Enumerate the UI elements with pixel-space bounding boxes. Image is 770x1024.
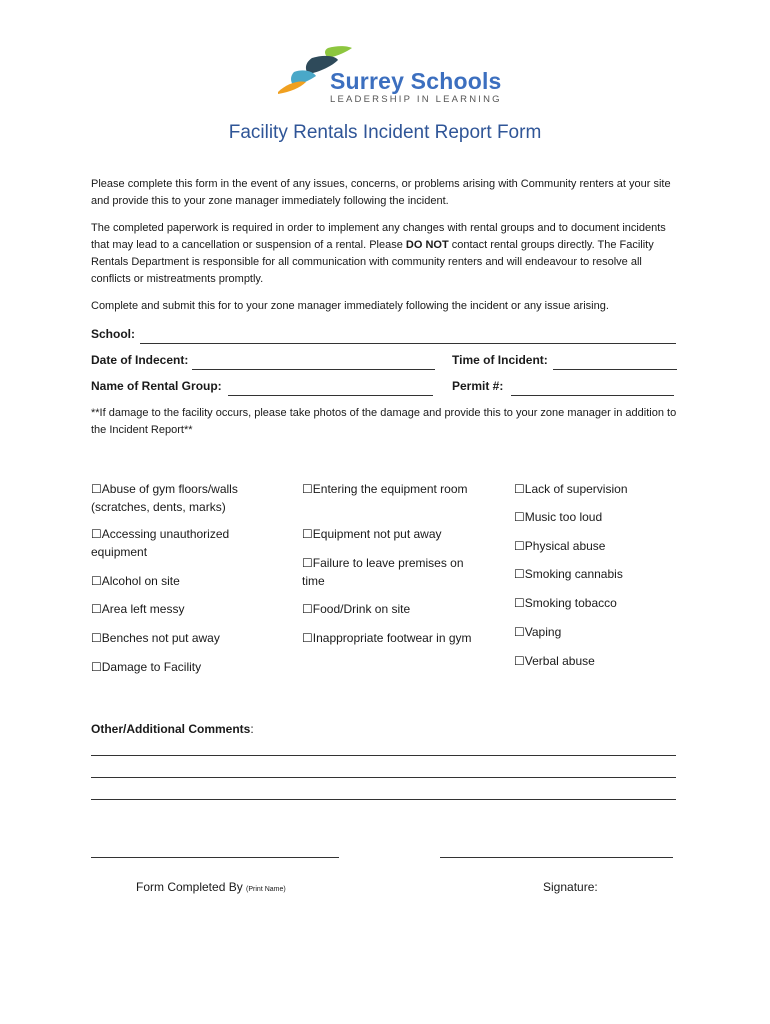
signature-line[interactable]: [440, 857, 673, 858]
rental-group-label: Name of Rental Group:: [91, 379, 222, 393]
checkbox-label: Abuse of gym floors/walls (scratches, dents, marks): [91, 482, 238, 514]
checkbox-label: Area left messy: [101, 602, 185, 616]
print-name-label-text: Form Completed By: [136, 880, 243, 894]
checkbox-label: Verbal abuse: [524, 654, 595, 668]
comment-line-3[interactable]: [91, 799, 676, 800]
time-field: [452, 353, 548, 367]
print-name-label: [136, 880, 286, 894]
checkbox-equipment-not-put-away[interactable]: [302, 525, 477, 543]
checkbox-label: Failure to leave premises on time: [302, 556, 464, 588]
comment-line-1[interactable]: [91, 755, 676, 756]
checkbox-label: Entering the equipment room: [312, 482, 468, 496]
checkbox-verbal-abuse[interactable]: [514, 652, 689, 670]
school-field: [91, 327, 135, 341]
damage-note: **If damage to the facility occurs, please take photos of the damage and provide this to your zone manager in addition to the Incident Report**: [91, 407, 677, 436]
intro-paragraph-2: [91, 220, 681, 288]
intro-paragraph-2-end: contact rental groups directly. The Facility Rentals Department is responsible for all communication with community renters and will endeavour to resolve all conflicts or mistreatments promptly.: [91, 239, 654, 285]
checkbox-icon[interactable]: ☐: [91, 631, 102, 645]
checkbox-alcohol[interactable]: [91, 572, 266, 590]
checkbox-equipment-room[interactable]: [302, 480, 477, 498]
checkbox-damage[interactable]: [91, 658, 266, 676]
checkbox-food-drink[interactable]: [302, 600, 477, 618]
checkbox-abuse-gym[interactable]: [91, 480, 266, 516]
checkbox-icon[interactable]: ☐: [302, 527, 313, 541]
checkbox-unauthorized-equipment[interactable]: [91, 525, 266, 561]
checkbox-label: Lack of supervision: [524, 482, 628, 496]
checkbox-icon[interactable]: ☐: [91, 660, 102, 674]
checkbox-lack-supervision[interactable]: [514, 480, 689, 498]
checkbox-label: Equipment not put away: [312, 527, 442, 541]
checkbox-icon[interactable]: ☐: [302, 556, 313, 570]
date-field: [91, 353, 188, 367]
logo-name: Surrey Schools: [330, 68, 502, 94]
logo-tagline: LEADERSHIP IN LEARNING: [330, 94, 502, 105]
checkbox-label: Accessing unauthorized equipment: [91, 527, 230, 559]
checkbox-icon[interactable]: ☐: [514, 654, 525, 668]
checkbox-smoking-tobacco[interactable]: [514, 594, 689, 612]
intro-paragraph-3: Complete and submit this for to your zone manager immediately following the incident or any issue arising.: [91, 300, 609, 312]
intro-paragraph-1: Please complete this form in the event of any issues, concerns, or problems arising with Community renters at your site and provide this to your zone manager immediately following the incident.: [91, 178, 671, 207]
checkbox-icon[interactable]: ☐: [514, 625, 525, 639]
checkbox-label: Food/Drink on site: [312, 602, 411, 616]
checkbox-label: Benches not put away: [101, 631, 220, 645]
checkbox-icon[interactable]: ☐: [91, 602, 102, 616]
signature-label: Signature:: [543, 880, 598, 894]
comments-label: [91, 722, 254, 736]
checkbox-music-loud[interactable]: [514, 508, 689, 526]
comments-label-text: Other/Additional Comments: [91, 722, 251, 736]
rental-group-field: [91, 379, 222, 393]
checkbox-label: Physical abuse: [524, 539, 606, 553]
checkbox-label: Vaping: [524, 625, 562, 639]
checkbox-icon[interactable]: ☐: [91, 527, 102, 541]
permit-label: Permit #:: [452, 379, 504, 393]
checkbox-benches[interactable]: [91, 629, 266, 647]
date-input-line[interactable]: [192, 369, 435, 370]
checkbox-icon[interactable]: ☐: [91, 482, 102, 496]
checkbox-label: Music too loud: [524, 510, 603, 524]
comments-label-colon: :: [250, 722, 254, 736]
page-title: Facility Rentals Incident Report Form: [228, 122, 542, 143]
permit-input-line[interactable]: [511, 395, 674, 396]
time-input-line[interactable]: [553, 369, 677, 370]
checkbox-vaping[interactable]: [514, 623, 689, 641]
checkbox-icon[interactable]: ☐: [91, 574, 102, 588]
intro-paragraph-2-start: The completed paperwork is required in order to implement any changes with rental groups and to document incidents that may lead to a cancellation or suspension of a rental. Please: [91, 222, 666, 251]
school-label: School:: [91, 327, 135, 341]
checkbox-icon[interactable]: ☐: [302, 631, 313, 645]
permit-field: [452, 379, 503, 393]
checkbox-icon[interactable]: ☐: [514, 567, 525, 581]
checkbox-label: Smoking cannabis: [524, 567, 623, 581]
checkbox-icon[interactable]: ☐: [514, 510, 525, 524]
checkbox-icon[interactable]: ☐: [302, 602, 313, 616]
checkbox-label: Smoking tobacco: [524, 596, 617, 610]
checkbox-icon[interactable]: ☐: [302, 482, 313, 496]
comment-line-2[interactable]: [91, 777, 676, 778]
time-label: Time of Incident:: [452, 353, 548, 367]
do-not-emphasis: DO NOT: [405, 239, 449, 251]
checkbox-footwear[interactable]: [302, 629, 477, 647]
date-label: Date of Indecent:: [91, 353, 189, 367]
checkbox-failure-leave[interactable]: [302, 554, 477, 590]
print-name-line[interactable]: [91, 857, 339, 858]
checkbox-label: Inappropriate footwear in gym: [312, 631, 472, 645]
rental-group-input-line[interactable]: [228, 395, 433, 396]
print-name-hint: (Print Name): [246, 886, 286, 893]
checkbox-smoking-cannabis[interactable]: [514, 565, 689, 583]
checkbox-icon[interactable]: ☐: [514, 539, 525, 553]
checkbox-label: Alcohol on site: [101, 574, 180, 588]
checkbox-label: Damage to Facility: [101, 660, 202, 674]
checkbox-icon[interactable]: ☐: [514, 596, 525, 610]
checkbox-physical-abuse[interactable]: [514, 537, 689, 555]
checkbox-icon[interactable]: ☐: [514, 482, 525, 496]
school-input-line[interactable]: [140, 343, 676, 344]
checkbox-area-messy[interactable]: [91, 600, 266, 618]
